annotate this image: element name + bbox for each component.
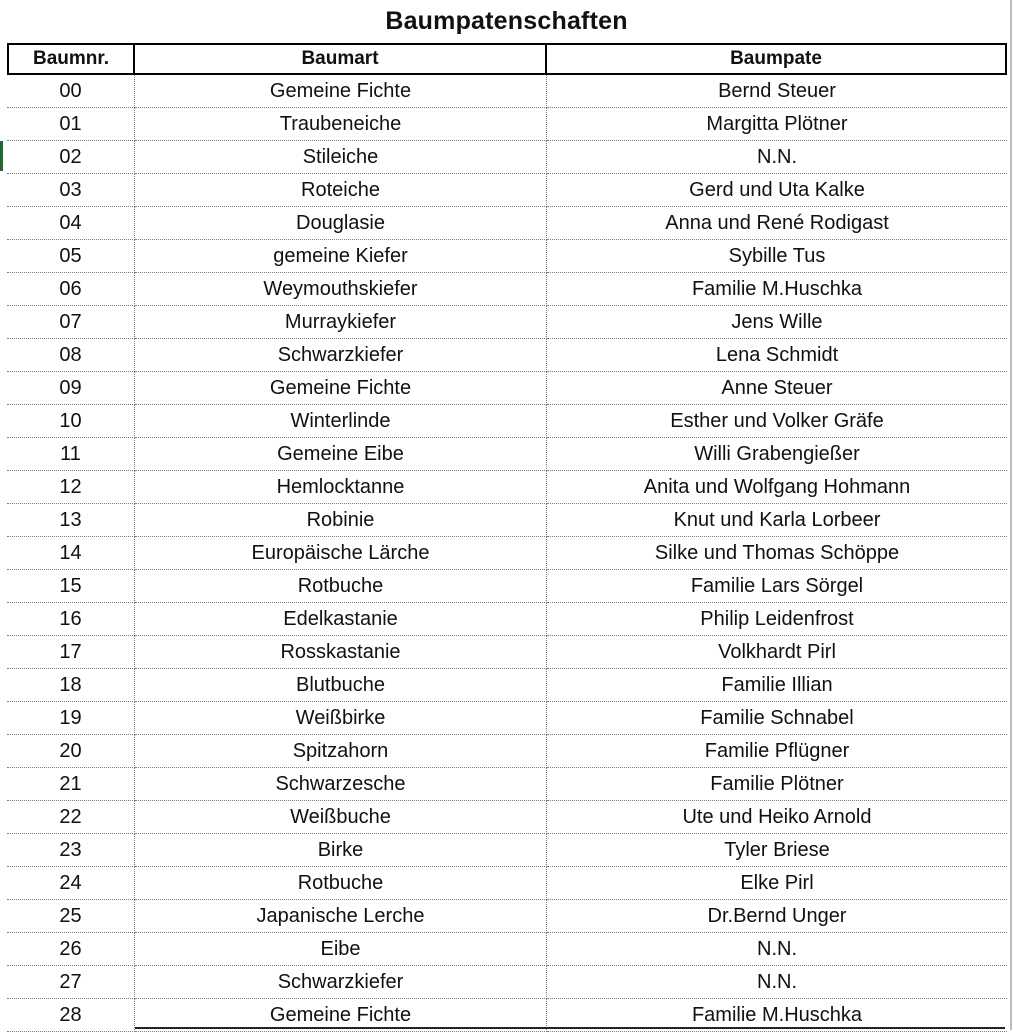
header-baumnr[interactable]: Baumnr. — [7, 43, 135, 75]
header-baumart[interactable]: Baumart — [135, 43, 547, 75]
cell-baumart[interactable]: Rotbuche — [135, 570, 547, 603]
cell-baumpate[interactable]: Gerd und Uta Kalke — [547, 174, 1007, 207]
cell-baumart[interactable]: Douglasie — [135, 207, 547, 240]
cell-baumnr[interactable]: 21 — [7, 768, 135, 801]
cell-baumpate[interactable]: Jens Wille — [547, 306, 1007, 339]
cell-baumpate[interactable]: Anna und René Rodigast — [547, 207, 1007, 240]
cell-baumpate[interactable]: Familie Lars Sörgel — [547, 570, 1007, 603]
cell-baumart[interactable]: Gemeine Fichte — [135, 75, 547, 108]
cell-baumpate[interactable]: Knut und Karla Lorbeer — [547, 504, 1007, 537]
cell-baumnr[interactable]: 11 — [7, 438, 135, 471]
cell-baumart[interactable]: Winterlinde — [135, 405, 547, 438]
cell-baumart[interactable]: Gemeine Fichte — [135, 999, 547, 1032]
cell-baumart[interactable]: gemeine Kiefer — [135, 240, 547, 273]
cell-baumart[interactable]: Gemeine Eibe — [135, 438, 547, 471]
header-baumpate[interactable]: Baumpate — [547, 43, 1007, 75]
cell-baumart[interactable]: Schwarzkiefer — [135, 339, 547, 372]
cell-baumpate[interactable]: Dr.Bernd Unger — [547, 900, 1007, 933]
cell-baumart[interactable]: Rotbuche — [135, 867, 547, 900]
cell-baumpate[interactable]: N.N. — [547, 966, 1007, 999]
cell-baumart[interactable]: Schwarzkiefer — [135, 966, 547, 999]
cell-baumart[interactable]: Gemeine Fichte — [135, 372, 547, 405]
cell-baumart[interactable]: Weißbuche — [135, 801, 547, 834]
cell-baumart[interactable]: Weißbirke — [135, 702, 547, 735]
cell-baumpate[interactable]: Willi Grabengießer — [547, 438, 1007, 471]
cell-baumnr[interactable]: 07 — [7, 306, 135, 339]
cell-baumpate[interactable]: Tyler Briese — [547, 834, 1007, 867]
cell-baumart[interactable]: Hemlocktanne — [135, 471, 547, 504]
cell-baumart[interactable]: Blutbuche — [135, 669, 547, 702]
cell-baumpate[interactable]: Familie Pflügner — [547, 735, 1007, 768]
cell-baumart[interactable]: Birke — [135, 834, 547, 867]
cell-baumnr[interactable]: 16 — [7, 603, 135, 636]
table-bottom-border — [135, 1027, 1005, 1029]
cell-baumpate[interactable]: Margitta Plötner — [547, 108, 1007, 141]
cell-baumnr[interactable]: 02 — [7, 141, 135, 174]
cell-baumart[interactable]: Rosskastanie — [135, 636, 547, 669]
cell-selection-marker — [0, 141, 3, 171]
cell-baumart[interactable]: Schwarzesche — [135, 768, 547, 801]
cell-baumnr[interactable]: 13 — [7, 504, 135, 537]
cell-baumpate[interactable]: N.N. — [547, 141, 1007, 174]
cell-baumpate[interactable]: Ute und Heiko Arnold — [547, 801, 1007, 834]
cell-baumnr[interactable]: 18 — [7, 669, 135, 702]
cell-baumart[interactable]: Robinie — [135, 504, 547, 537]
cell-baumnr[interactable]: 22 — [7, 801, 135, 834]
cell-baumnr[interactable]: 03 — [7, 174, 135, 207]
cell-baumpate[interactable]: Familie Illian — [547, 669, 1007, 702]
sponsorship-table — [7, 43, 1007, 1032]
cell-baumpate[interactable]: Familie Plötner — [547, 768, 1007, 801]
cell-baumpate[interactable]: Philip Leidenfrost — [547, 603, 1007, 636]
cell-baumart[interactable]: Eibe — [135, 933, 547, 966]
cell-baumart[interactable]: Traubeneiche — [135, 108, 547, 141]
cell-baumnr[interactable]: 28 — [7, 999, 135, 1032]
cell-baumpate[interactable]: Anita und Wolfgang Hohmann — [547, 471, 1007, 504]
cell-baumnr[interactable]: 23 — [7, 834, 135, 867]
cell-baumnr[interactable]: 05 — [7, 240, 135, 273]
cell-baumpate[interactable]: Esther und Volker Gräfe — [547, 405, 1007, 438]
cell-baumart[interactable]: Edelkastanie — [135, 603, 547, 636]
cell-baumnr[interactable]: 24 — [7, 867, 135, 900]
cell-baumnr[interactable]: 20 — [7, 735, 135, 768]
cell-baumpate[interactable]: Anne Steuer — [547, 372, 1007, 405]
cell-baumnr[interactable]: 04 — [7, 207, 135, 240]
cell-baumart[interactable]: Europäische Lärche — [135, 537, 547, 570]
cell-baumart[interactable]: Murraykiefer — [135, 306, 547, 339]
cell-baumart[interactable]: Spitzahorn — [135, 735, 547, 768]
cell-baumpate[interactable]: Elke Pirl — [547, 867, 1007, 900]
cell-baumnr[interactable]: 10 — [7, 405, 135, 438]
cell-baumnr[interactable]: 25 — [7, 900, 135, 933]
cell-baumpate[interactable]: Bernd Steuer — [547, 75, 1007, 108]
cell-baumart[interactable]: Roteiche — [135, 174, 547, 207]
cell-baumnr[interactable]: 06 — [7, 273, 135, 306]
cell-baumnr[interactable]: 26 — [7, 933, 135, 966]
cell-baumpate[interactable]: Familie Schnabel — [547, 702, 1007, 735]
cell-baumart[interactable]: Japanische Lerche — [135, 900, 547, 933]
cell-baumpate[interactable]: Familie M.Huschka — [547, 999, 1007, 1032]
cell-baumnr[interactable]: 01 — [7, 108, 135, 141]
cell-baumnr[interactable]: 17 — [7, 636, 135, 669]
table-title[interactable]: Baumpatenschaften — [385, 7, 628, 35]
cell-baumnr[interactable]: 08 — [7, 339, 135, 372]
cell-baumpate[interactable]: Volkhardt Pirl — [547, 636, 1007, 669]
sheet-edge-divider — [1010, 0, 1012, 1030]
cell-baumpate[interactable]: N.N. — [547, 933, 1007, 966]
cell-baumnr[interactable]: 12 — [7, 471, 135, 504]
cell-baumnr[interactable]: 00 — [7, 75, 135, 108]
cell-baumnr[interactable]: 27 — [7, 966, 135, 999]
cell-baumnr[interactable]: 19 — [7, 702, 135, 735]
cell-baumpate[interactable]: Silke und Thomas Schöppe — [547, 537, 1007, 570]
cell-baumpate[interactable]: Lena Schmidt — [547, 339, 1007, 372]
cell-baumpate[interactable]: Familie M.Huschka — [547, 273, 1007, 306]
cell-baumnr[interactable]: 14 — [7, 537, 135, 570]
cell-baumpate[interactable]: Sybille Tus — [547, 240, 1007, 273]
cell-baumnr[interactable]: 15 — [7, 570, 135, 603]
cell-baumart[interactable]: Stileiche — [135, 141, 547, 174]
cell-baumnr[interactable]: 09 — [7, 372, 135, 405]
cell-baumart[interactable]: Weymouthskiefer — [135, 273, 547, 306]
